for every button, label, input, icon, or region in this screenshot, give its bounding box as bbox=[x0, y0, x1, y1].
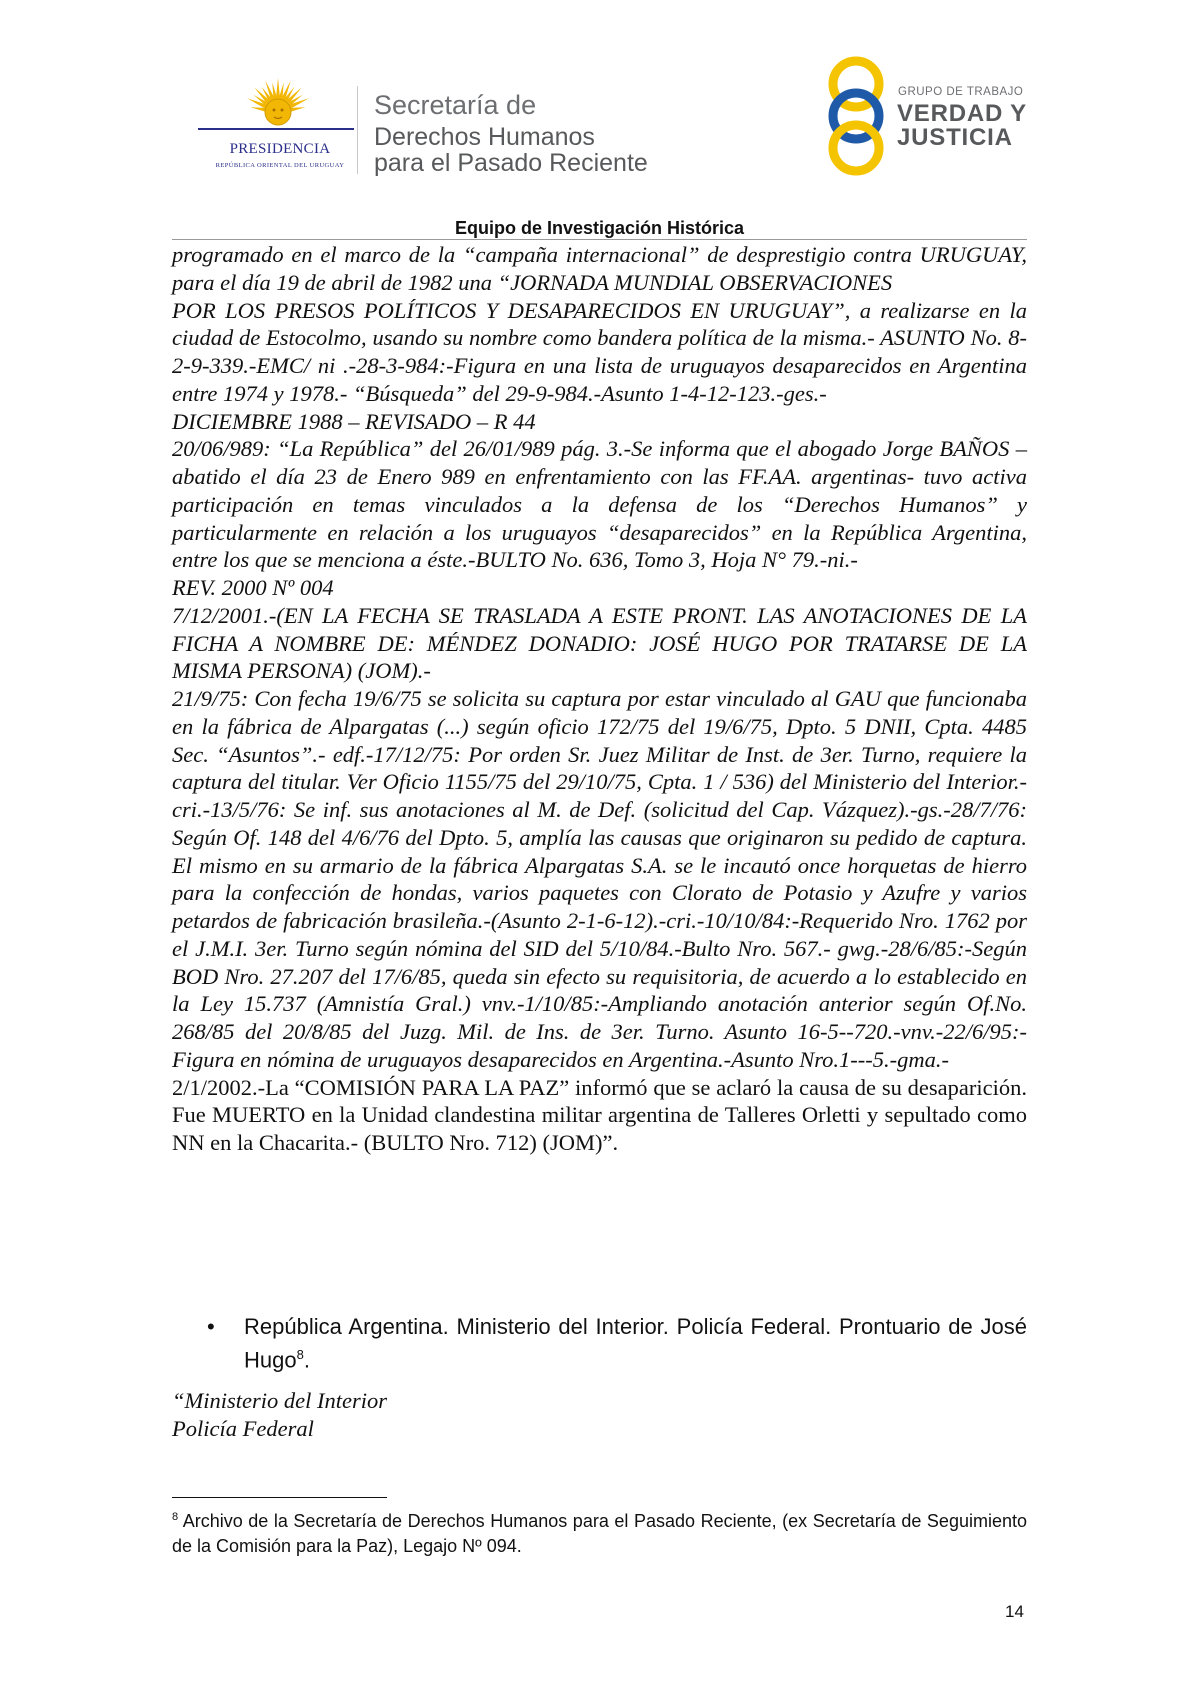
bullet-end: . bbox=[303, 1347, 310, 1373]
secretaria-line-1: Secretaría de bbox=[374, 90, 537, 120]
paragraph-3: DICIEMBRE 1988 – REVISADO – R 44 bbox=[172, 408, 536, 434]
footnote-number: 8 bbox=[172, 1511, 179, 1523]
paragraph-6: 7/12/2001.-(EN LA FECHA SE TRASLADA A ESTE PRONT. LAS ANOTACIONES DE LA FICHA A NOMBRE DE: MÉNDEZ DONADIO: JOSÉ HUGO POR TRATARSE DE LA MISMA PERSONA) (JOM).- bbox=[172, 602, 1027, 684]
secretaria-line-3: para el Pasado Reciente bbox=[374, 149, 648, 177]
page-header bbox=[0, 0, 1190, 238]
secretaria-line-2: Derechos Humanos bbox=[374, 123, 595, 151]
document-body bbox=[172, 241, 1027, 1157]
quote-line-1: “Ministerio del Interior bbox=[172, 1388, 387, 1413]
bullet-marker: • bbox=[207, 1314, 215, 1339]
team-title: Equipo de Investigación Histórica bbox=[454, 218, 745, 238]
paragraph-5: REV. 2000 Nº 004 bbox=[172, 575, 334, 600]
presidencia-subtitle: REPÚBLICA ORIENTAL DEL URUGUAY bbox=[215, 162, 345, 169]
presidencia-wordmark: PRESIDENCIA bbox=[229, 141, 331, 157]
footnote bbox=[172, 1505, 1027, 1559]
quote-start bbox=[172, 1387, 1027, 1443]
footnote-rule bbox=[172, 1497, 387, 1498]
justicia-label: JUSTICIA bbox=[897, 124, 1013, 151]
grupo-trabajo-label: GRUPO DE TRABAJO bbox=[898, 86, 1024, 98]
bullet-text bbox=[244, 1313, 1027, 1374]
paragraph-4: 20/06/989: “La República” del 26/01/989 pág. 3.-Se informa que el abogado Jorge BAÑOS – abatido el día 23 de Enero 989 en enfrentamiento con las FF.AA. argentinas- tuvo activa participación en temas vinculados a la defensa de los “Derechos Humanos” y particularmente en relación a los uruguayos “desaparecidos” en la República Argentina, entre los que se menciona a éste.-BULTO No. 636, Tomo 3, Hoja N° 79.-ni.- bbox=[172, 436, 1027, 573]
paragraph-2: POR LOS PRESOS POLÍTICOS Y DESAPARECIDOS EN URUGUAY”, a realizarse en la ciudad de Estocolmo, usando su nombre como bandera política de la misma.- ASUNTO No. 8-2-9-339.-EMC/ ni .-28-3-984:-Figura en una lista de uruguayos desaparecidos en Argentina entre 1974 y 1978.- “Búsqueda” del 29-9-984.-Asunto 1-4-12-123.-ges.- bbox=[172, 297, 1027, 406]
paragraph-7: 21/9/75: Con fecha 19/6/75 se solicita su captura por estar vinculado al GAU que funcionaba en la fábrica de Alpargatas (...) según oficio 172/75 del 19/6/75, Dpto. 5 DNII, Cpta. 4485 Sec. “Asuntos”.- edf.-17/12/75: Por orden Sr. Juez Militar de Inst. de 3er. Turno, requiere la captura del titular. Ver Oficio 1155/75 del 29/10/75, Cpta. 1 / 536) del Ministerio del Interior.-cri.-13/5/76: Se inf. sus anotaciones al M. de Def. (solicitud del Cap. Vázquez).-gs.-28/7/76: Según Of. 148 del 4/6/76 del Dpto. 5, amplía las causas que originaron su pedido de captura. El mismo en su armario de la fábrica Alpargatas S.A. se le incautó once horquetas de hierro para la confección de hondas, varios paquetes con Clorato de Potasio y Azufre y varios petardos de fabricación brasileña.-(Asunto 2-1-6-12).-cri.-10/10/84:-Requerido Nro. 1762 por el J.M.I. 3er. Turno según nómina del SID del 5/10/84.-Bulto Nro. 567.- gwg.-28/6/85:-Según BOD Nro. 27.207 del 17/6/85, queda sin efecto su requisitoria, de acuerdo a lo establecido en la Ley 15.737 (Amnistía Gral.) vnv.-1/10/85:-Ampliando anotación anterior según Of.No. 268/85 del 20/8/85 del Juzg. Mil. de Ins. de 3er. Turno. Asunto 16-5--720.-vnv.-22/6/95:-Figura en nómina de uruguayos desaparecidos en Argentina.-Asunto Nro.1---5.-gma.- bbox=[172, 686, 1027, 1072]
paragraph-1: programado en el marco de la “campaña internacional” de desprestigio contra URUGUAY, para el día 19 de abril de 1982 una “JORNADA MUNDIAL OBSERVACIONES bbox=[172, 242, 1027, 295]
footnote-reference: 8 bbox=[296, 1347, 304, 1362]
page-number: 14 bbox=[1005, 1602, 1024, 1621]
verdad-label: VERDAD Y bbox=[897, 100, 1027, 127]
quote-line-2: Policía Federal bbox=[172, 1416, 314, 1441]
bullet-text-body: República Argentina. Ministerio del Interior. Policía Federal. Prontuario de José Hugo bbox=[244, 1314, 1027, 1373]
verdad-justicia-rings-logo bbox=[818, 54, 894, 180]
paragraph-8: 2/1/2002.-La “COMISIÓN PARA LA PAZ” informó que se aclaró la causa de su desaparición. Fue MUERTO en la Unidad clandestina militar argentina de Talleres Orletti y sepultado como NN en la Chacarita.- (BULTO Nro. 712) (JOM)”. bbox=[172, 1074, 1027, 1155]
presidencia-sun-logo bbox=[196, 76, 356, 176]
footnote-text: Archivo de la Secretaría de Derechos Humanos para el Pasado Reciente, (ex Secretaría de Seguimiento de la Comisión para la Paz), Legajo Nº 094. bbox=[172, 1511, 1027, 1556]
header-divider bbox=[357, 86, 358, 174]
header-rule bbox=[172, 239, 1027, 240]
